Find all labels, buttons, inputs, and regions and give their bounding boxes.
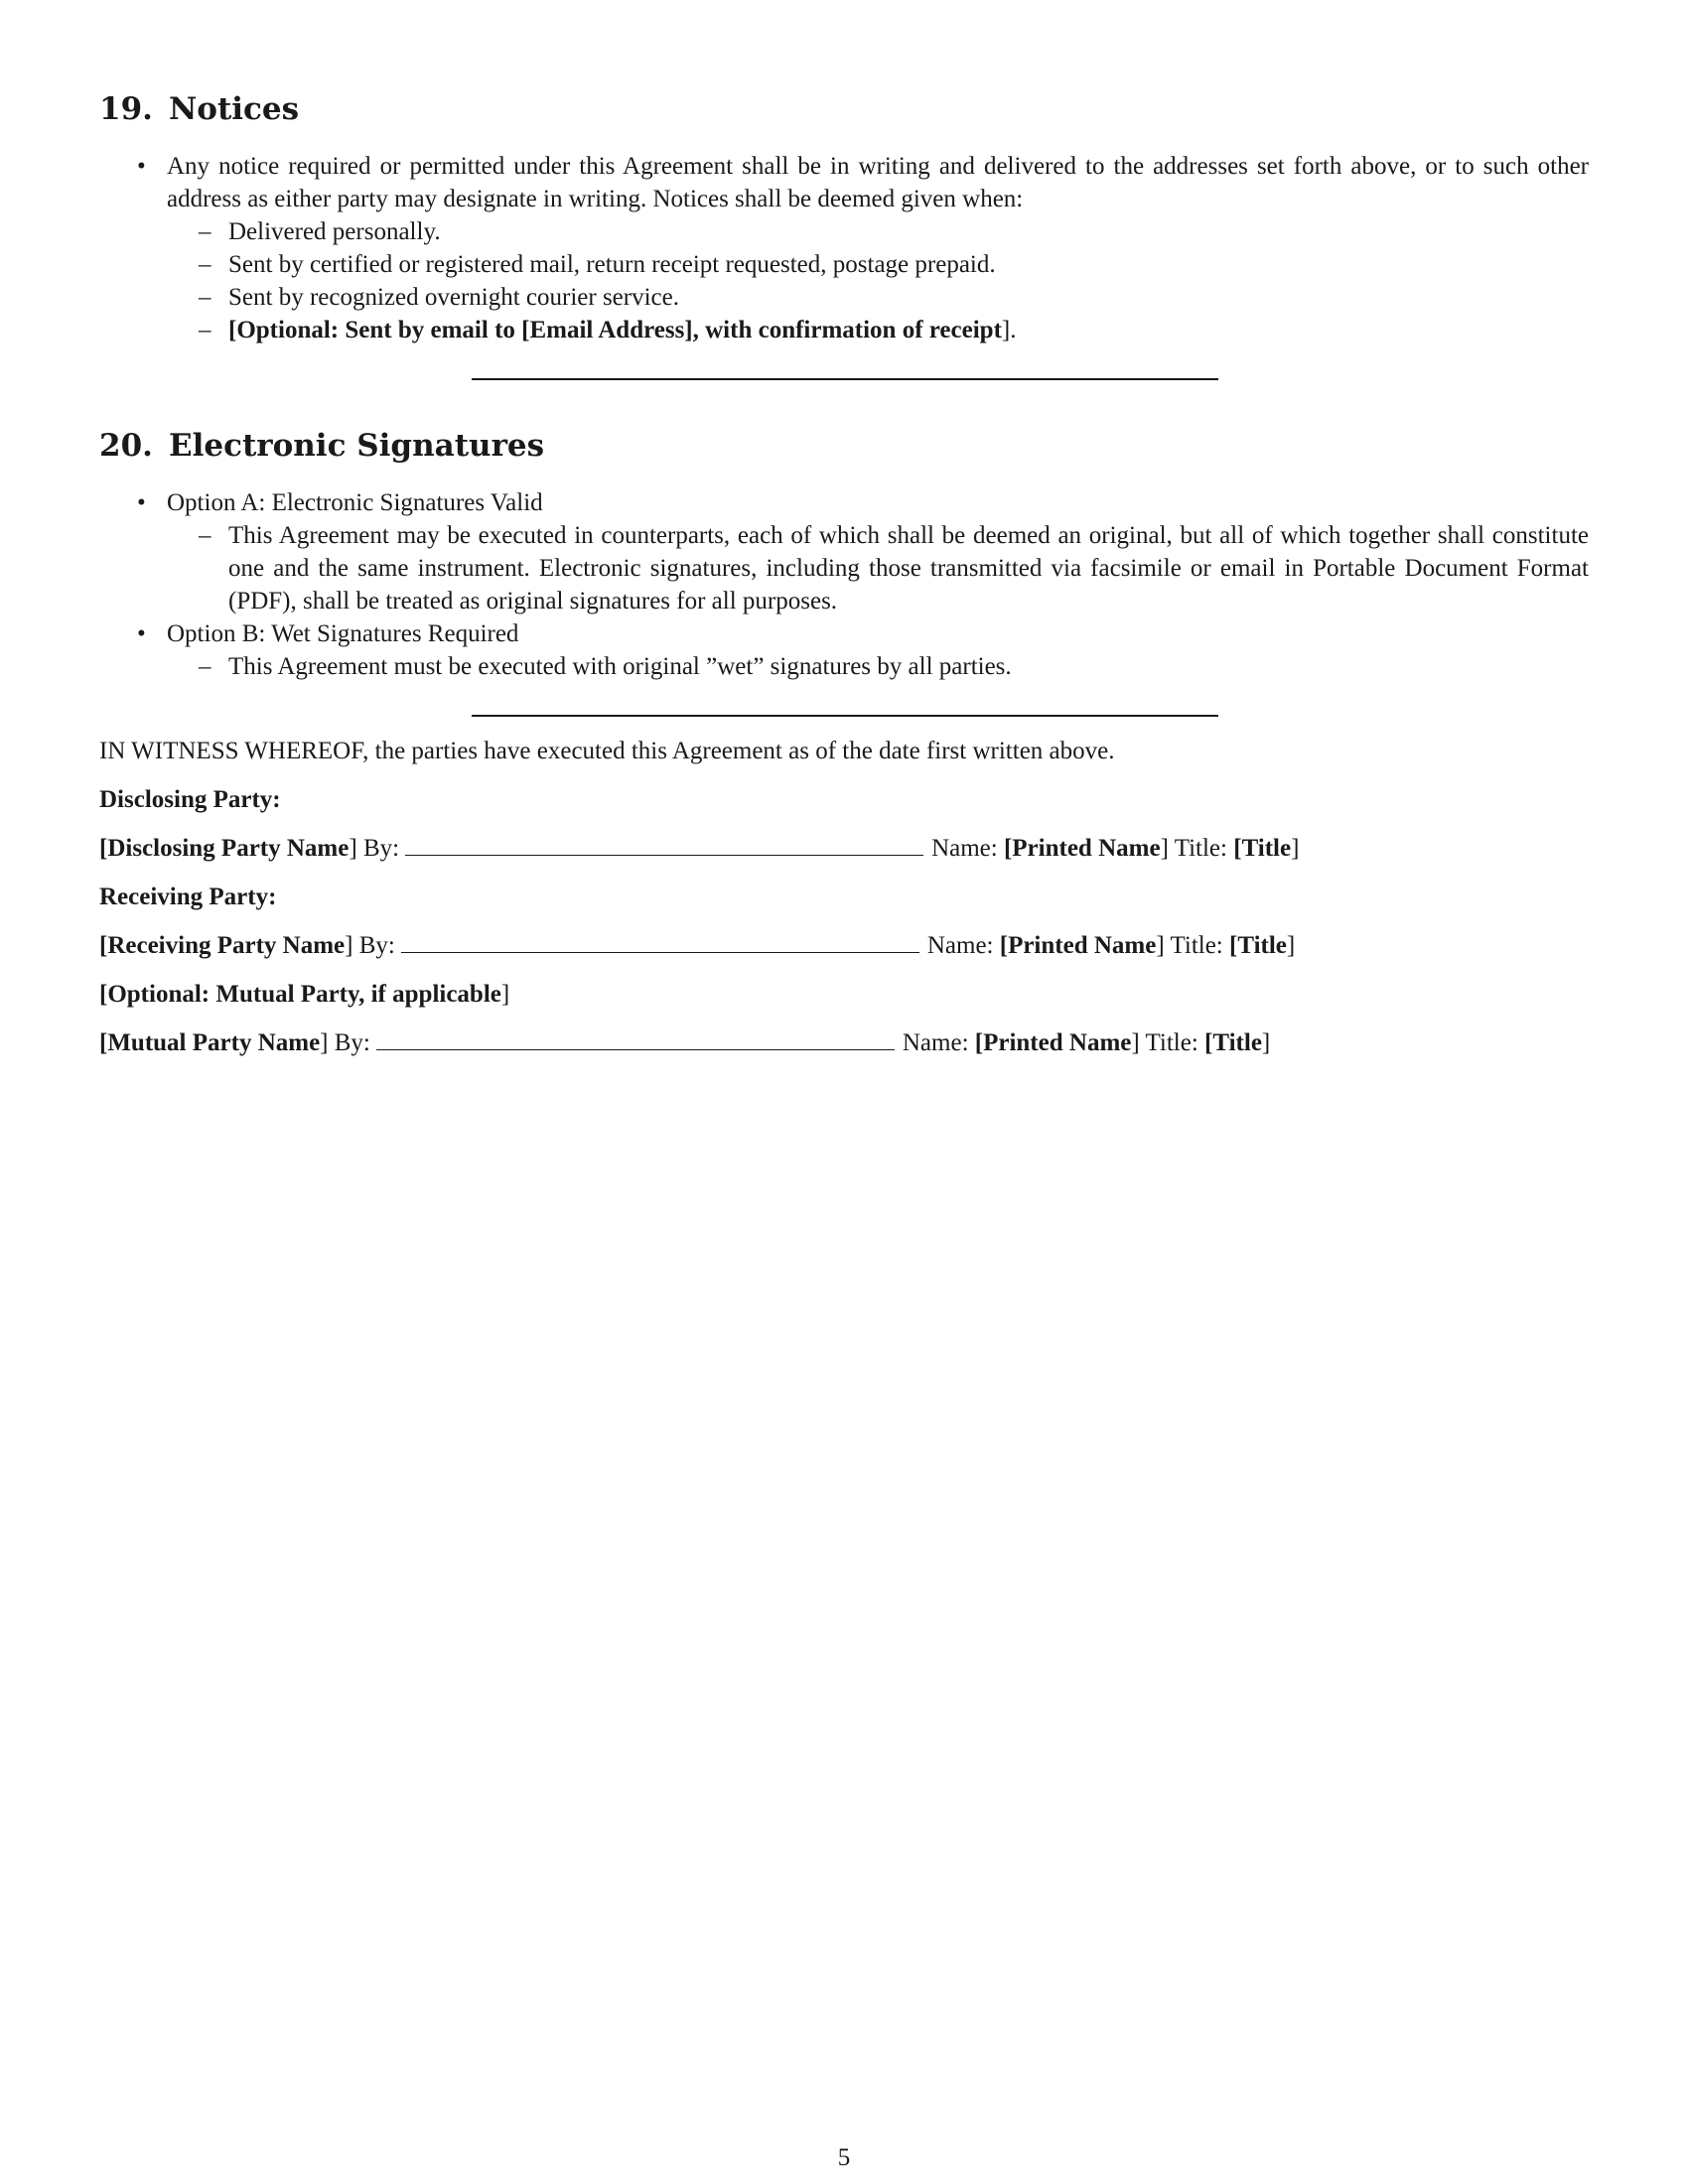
open-bracket: [ [99, 1029, 108, 1057]
open-bracket: [ [1229, 932, 1238, 960]
printed-name-placeholder: Printed Name [983, 1029, 1132, 1057]
close-bracket: ] [349, 835, 357, 863]
party-name-placeholder: Disclosing Party Name [107, 835, 350, 863]
section-divider [472, 378, 1218, 380]
option-b-item [99, 617, 1589, 683]
printed-name-placeholder: Printed Name [1012, 835, 1161, 863]
close-bracket: ] [320, 1029, 329, 1057]
party-name-placeholder: Receiving Party Name [107, 932, 346, 960]
disclosing-signature-line [99, 832, 1589, 865]
notice-method-item: – Delivered personally. [167, 215, 1589, 248]
receiving-signature-line [99, 929, 1589, 962]
notices-intro-item [99, 150, 1589, 346]
title-label: Title: [1170, 932, 1223, 960]
section-number: 19. [99, 91, 153, 127]
section-number: 20. [99, 428, 153, 465]
notice-method-optional [167, 314, 1589, 346]
witness-statement: IN WITNESS WHEREOF, the parties have executed this Agreement as of the date first written above. [99, 738, 1115, 765]
signature-field[interactable] [376, 1027, 895, 1050]
section-20-heading [99, 428, 1589, 465]
mutual-party-heading-text: Optional: Mutual Party, if applicable [107, 981, 501, 1009]
printed-name-placeholder: Printed Name [1008, 932, 1157, 960]
close-bracket: ] [1291, 835, 1300, 863]
mutual-party-heading [99, 978, 1589, 1011]
open-bracket: [ [99, 835, 108, 863]
title-placeholder: Title [1241, 835, 1292, 863]
signature-options-list [99, 486, 1589, 683]
notice-methods-list [167, 215, 1589, 346]
mutual-signature-line [99, 1026, 1589, 1059]
open-bracket: [ [1233, 835, 1242, 863]
name-label: Name: [931, 835, 998, 863]
close-bracket: ] [500, 981, 510, 1009]
notices-intro-text: Any notice required or permitted under this Agreement shall be in writing and delivered to the addresses set forth above, or to such other address as either party may designate in writing. Notices shall be deemed given when: [167, 153, 1589, 213]
option-a-text: – This Agreement may be executed in counterparts, each of which shall be deemed an original, but all of which together shall constitute one and the same instrument. Electronic signatures, including those transmitted via facsimile or email in Portable Document Format (PDF), shall be treated as original signatures for all purposes. [167, 519, 1589, 617]
optional-email-text: Optional: Sent by email to [Email Address], with confirmation of receipt [236, 317, 1002, 344]
signature-field[interactable] [401, 930, 919, 953]
title-label: Title: [1174, 835, 1227, 863]
option-a-details [167, 519, 1589, 617]
option-b-label: Option B: Wet Signatures Required [167, 620, 519, 648]
option-b-text: – This Agreement must be executed with original ”wet” signatures by all parties. [167, 650, 1589, 683]
notice-method-item: – Sent by recognized overnight courier service. [167, 281, 1589, 314]
option-a-label: Option A: Electronic Signatures Valid [167, 489, 543, 517]
close-bracket: ]. [1001, 317, 1017, 344]
close-bracket: ] [1160, 835, 1169, 863]
option-a-item [99, 486, 1589, 617]
close-bracket: ] [1131, 1029, 1140, 1057]
close-bracket: ] [1286, 932, 1296, 960]
open-bracket: [ [99, 981, 108, 1009]
name-label: Name: [926, 932, 994, 960]
title-placeholder: Title [1237, 932, 1287, 960]
title-placeholder: Title [1212, 1029, 1262, 1057]
by-label: By: [358, 932, 395, 960]
disclosing-party-heading: Disclosing Party: [99, 786, 281, 814]
notices-list [99, 150, 1589, 346]
close-bracket: ] [1261, 1029, 1271, 1057]
open-bracket: [ [974, 1029, 984, 1057]
open-bracket: [ [1204, 1029, 1213, 1057]
section-19-heading [99, 91, 1589, 128]
close-bracket: ] [345, 932, 353, 960]
open-bracket: [ [99, 932, 108, 960]
notice-method-item: – Sent by certified or registered mail, return receipt requested, postage prepaid. [167, 248, 1589, 281]
name-label: Name: [902, 1029, 969, 1057]
page-number: 5 [837, 2144, 851, 2171]
option-b-details [167, 650, 1589, 683]
section-title: Notices [168, 91, 300, 127]
party-name-placeholder: Mutual Party Name [107, 1029, 321, 1057]
section-title: Electronic Signatures [168, 428, 545, 465]
open-bracket: [ [1003, 835, 1013, 863]
close-bracket: ] [1156, 932, 1165, 960]
section-divider [472, 715, 1218, 717]
open-bracket: [ [228, 317, 237, 344]
title-label: Title: [1145, 1029, 1198, 1057]
receiving-party-heading: Receiving Party: [99, 884, 277, 911]
signature-field[interactable] [405, 833, 923, 856]
open-bracket: [ [999, 932, 1009, 960]
document-page [99, 91, 1589, 1075]
by-label: By: [362, 835, 400, 863]
by-label: By: [334, 1029, 370, 1057]
